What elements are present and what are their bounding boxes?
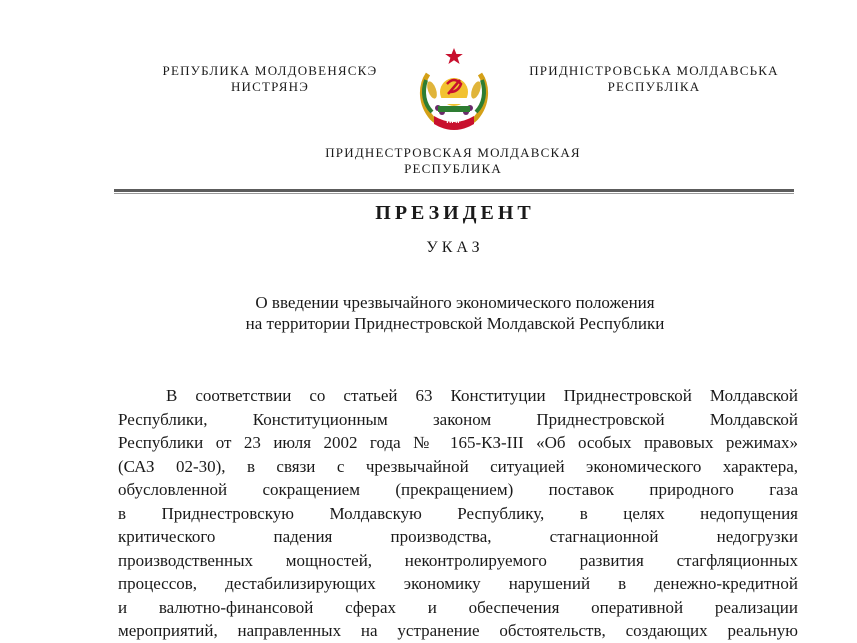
- body-line: Республики от 23 июля 2002 года № 165-КЗ-III «Об особых правовых режимах»: [118, 433, 798, 452]
- header-russian-name: [300, 145, 606, 177]
- body-line: (САЗ 02-30), в связи с чрезвычайной ситуацией экономического характера,: [118, 456, 798, 476]
- header-right-line1: ПРИДНІСТРОВСЬКА МОЛДАВСЬКА: [529, 63, 779, 78]
- body-line: и валютно-финансовой сферах и обеспечения оперативной реализации: [118, 597, 798, 617]
- header-ukrainian-name: [520, 63, 788, 95]
- decree-title: [150, 292, 760, 334]
- document-type: УКАЗ: [426, 239, 484, 256]
- header-divider-thin: [114, 193, 794, 194]
- state-emblem-icon: [414, 46, 494, 132]
- header-center-line2: РЕСПУБЛИКА: [404, 161, 502, 176]
- emblem-star-icon: [445, 48, 463, 64]
- decree-title-line2: на территории Приднестровской Молдавской Республики: [245, 314, 665, 333]
- body-line: Республики, Конституционным законом Приднестровской Молдавской: [118, 409, 798, 429]
- header-divider-thick: [114, 189, 794, 192]
- header-right-line2: РЕСПУБЛІКА: [607, 79, 701, 94]
- body-line: В соответствии со статьей 63 Конституции Приднестровской Молдавской: [166, 386, 798, 405]
- body-line: процессов, дестабилизирующих экономику нарушений в денежно-кредитной: [118, 574, 798, 593]
- header-left-line1: РЕПУБЛИКА МОЛДОВЕНЯСКЭ: [162, 63, 378, 78]
- body-line: критического падения производства, стагнационной недогрузки: [118, 527, 798, 546]
- body-line: мероприятий, направленных на устранение обстоятельств, создающих реальную: [118, 621, 798, 640]
- document-title: ПРЕЗИДЕНТ: [375, 202, 535, 224]
- decree-title-line1: О введении чрезвычайного экономического положения: [255, 293, 655, 312]
- decree-body: [118, 384, 798, 643]
- body-line: в Приднестровскую Молдавскую Республику, в целях недопущения: [118, 503, 798, 523]
- header-moldovan-name: [150, 63, 390, 95]
- header-left-line2: НИСТРЯНЭ: [230, 79, 310, 94]
- body-line: обусловленной сокращением (прекращением) поставок природного газа: [118, 480, 798, 499]
- body-line: производственных мощностей, неконтролируемого развития стагфляционных: [118, 550, 798, 570]
- header-center-line1: ПРИДНЕСТРОВСКАЯ МОЛДАВСКАЯ: [325, 145, 581, 160]
- emblem-label: ПМР: [446, 118, 462, 125]
